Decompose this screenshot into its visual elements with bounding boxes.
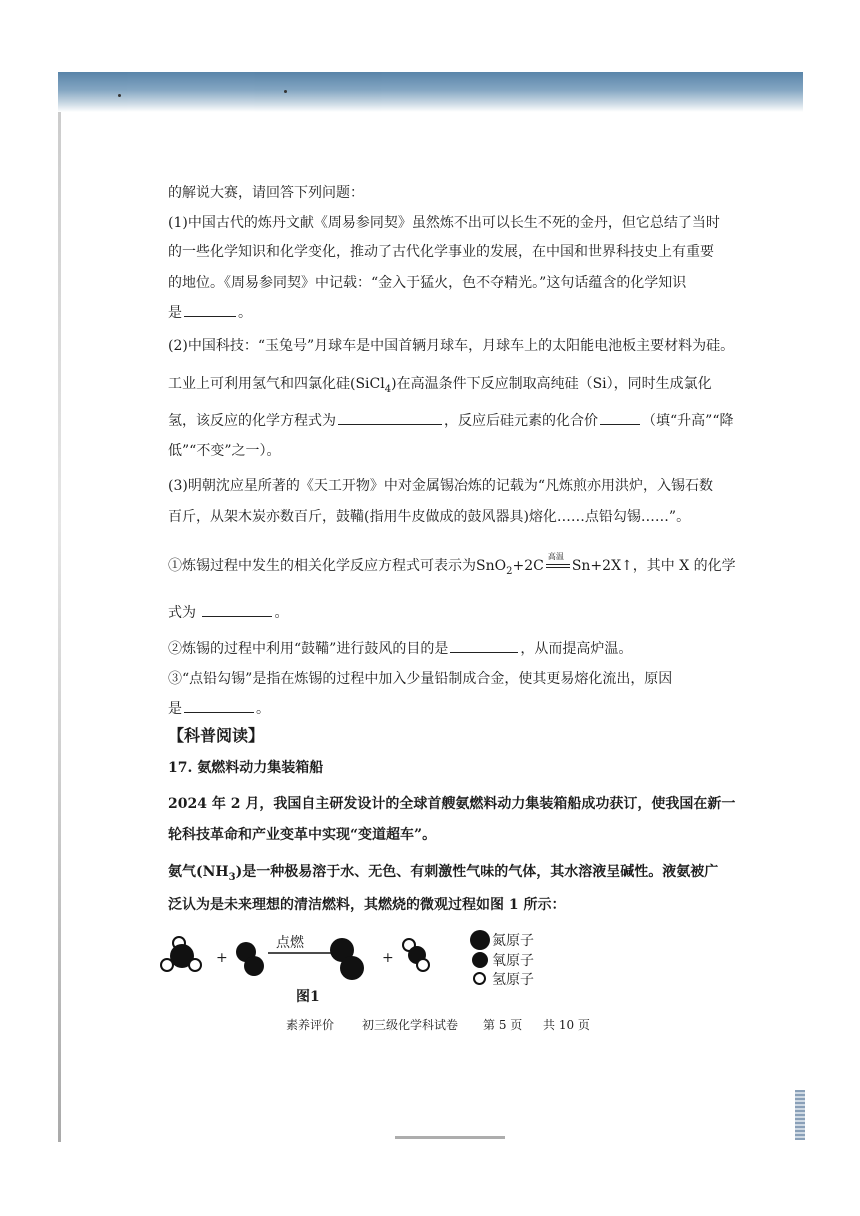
scan-edge-top xyxy=(58,72,803,112)
text-fragment: 氢，该反应的化学方程式为 xyxy=(168,413,336,429)
formula-subscript: 3 xyxy=(228,871,236,883)
text-line xyxy=(168,602,288,623)
reaction-condition: 高温 xyxy=(547,552,564,561)
text-line xyxy=(168,374,712,400)
answer-blank-2[interactable] xyxy=(338,410,442,425)
scan-speck xyxy=(118,94,121,97)
text-fragment: Sn+2X↑，其中 X 的化学 xyxy=(571,558,736,574)
text-fragment: 是 xyxy=(168,701,182,717)
plus-sign: + xyxy=(382,950,394,966)
footer-title: 初三级化学科试卷 xyxy=(362,1018,459,1032)
reaction-arrow xyxy=(546,552,570,576)
scan-edge-right xyxy=(795,1090,805,1140)
text-fragment: ，从而提高炉温。 xyxy=(520,641,633,657)
hydrogen-legend-icon xyxy=(473,972,486,985)
question-3-text: (3)明朝沈应星所著的《天工开物》中对金属锡冶炼的记载为“凡炼煎亦用洪炉，入锡石数 xyxy=(168,478,713,494)
text-fragment: ②炼锡的过程中利用“鼓鞴”进行鼓风的目的是 xyxy=(168,641,449,657)
formula-sicl4 xyxy=(350,376,397,395)
text-line xyxy=(168,638,632,659)
formula-text: (SiCl xyxy=(350,376,385,392)
legend-label: 氢原子 xyxy=(492,972,534,988)
text-line: 的一些化学知识和化学变化，推动了古代化学事业的发展，在中国和世界科技史上有重要 xyxy=(168,244,714,260)
answer-blank-3[interactable] xyxy=(600,410,640,425)
footer-page-number: 第 5 页 xyxy=(483,1018,523,1032)
nitrogen-atom xyxy=(340,956,364,980)
oxygen-legend-icon xyxy=(472,952,488,968)
text-fragment: 氨气(NH xyxy=(168,864,229,880)
text-fragment: ，反应后硅元素的化合价 xyxy=(444,413,598,429)
hydrogen-atom xyxy=(188,958,202,972)
text-fragment: 在高温条件下反应制取高纯硅（Si），同时生成氯化 xyxy=(396,376,712,392)
legend-label: 氧原子 xyxy=(492,953,534,969)
text-fragment: （填“升高”“降 xyxy=(642,413,734,429)
question-17-title: 17. 氨燃料动力集装箱船 xyxy=(168,760,324,776)
text-fragment: 。 xyxy=(238,305,252,321)
text-line: 低”“不变”之一）。 xyxy=(168,443,281,459)
formula-subscript: 4 xyxy=(384,383,392,395)
question-2-text: (2)中国科技：“玉兔号”月球车是中国首辆月球车，月球车上的太阳能电池板主要材料为硅。 xyxy=(168,338,735,354)
figure-ammonia-combustion xyxy=(160,928,580,1008)
paragraph-line xyxy=(168,862,718,888)
legend-label: 氮原子 xyxy=(492,933,534,949)
paragraph-line: 2024 年 2 月，我国自主研发设计的全球首艘氨燃料动力集装箱船成功获订，使我国在新一 xyxy=(168,796,736,812)
formula-subscript: 2 xyxy=(506,565,513,577)
formula-text: ) xyxy=(391,376,397,392)
paragraph-line: 泛认为是未来理想的清洁燃料，其燃烧的微观过程如图 1 所示： xyxy=(168,897,566,913)
text-fragment: 式为 xyxy=(168,605,196,621)
scan-edge-left xyxy=(58,112,61,1142)
scan-speck xyxy=(284,90,287,93)
text-line xyxy=(168,698,270,719)
text-fragment: 工业上可利用氢气和四氯化硅 xyxy=(168,376,350,392)
text-fragment: ①炼锡过程中发生的相关化学反应方程式可表示为SnO xyxy=(168,558,507,574)
text-line: 百斤，从架木炭亦数百斤，鼓鞴(指用牛皮做成的鼓风器具)熔化……点铅勾锡……”。 xyxy=(168,509,691,525)
paragraph-line: 轮科技革命和产业变革中实现“变道超车”。 xyxy=(168,827,437,843)
text-line xyxy=(168,552,736,582)
footer-left: 素养评价 xyxy=(286,1018,335,1032)
text-line: ③“点铅勾锡”是指在炼锡的过程中加入少量铅制成合金，使其更易熔化流出，原因 xyxy=(168,671,673,687)
text-fragment: +2C xyxy=(512,558,544,574)
oxygen-atom xyxy=(244,956,264,976)
hydrogen-atom xyxy=(160,958,174,972)
text-line xyxy=(168,302,252,323)
answer-blank-6[interactable] xyxy=(184,698,254,713)
arrow-label: 点燃 xyxy=(276,935,304,951)
text-line: 的地位。《周易参同契》中记载：“金入于猛火，色不夺精光。”这句话蕴含的化学知识 xyxy=(168,275,687,291)
scan-edge-bottom xyxy=(395,1136,505,1139)
answer-blank-4[interactable] xyxy=(202,602,272,617)
figure-caption: 图1 xyxy=(296,989,320,1005)
text-line xyxy=(168,410,733,431)
question-1-text: (1)中国古代的炼丹文献《周易参同契》虽然炼不出可以长生不死的金丹，但它总结了当时 xyxy=(168,215,720,231)
section-heading: 【科普阅读】 xyxy=(168,726,265,745)
footer-total-pages: 共 10 页 xyxy=(543,1018,590,1032)
text-fragment: 。 xyxy=(274,605,289,621)
answer-blank-1[interactable] xyxy=(184,302,236,317)
answer-blank-5[interactable] xyxy=(450,638,518,653)
text-line: 的解说大赛，请回答下列问题： xyxy=(168,185,364,201)
hydrogen-atom xyxy=(416,958,430,972)
nitrogen-legend-icon xyxy=(470,930,490,950)
text-fragment: 。 xyxy=(256,701,270,717)
text-fragment: )是一种极易溶于水、无色、有刺激性气味的气体，其水溶液呈碱性。液氨被广 xyxy=(235,864,719,880)
text-fragment: 是 xyxy=(168,305,182,321)
plus-sign: + xyxy=(216,950,228,966)
